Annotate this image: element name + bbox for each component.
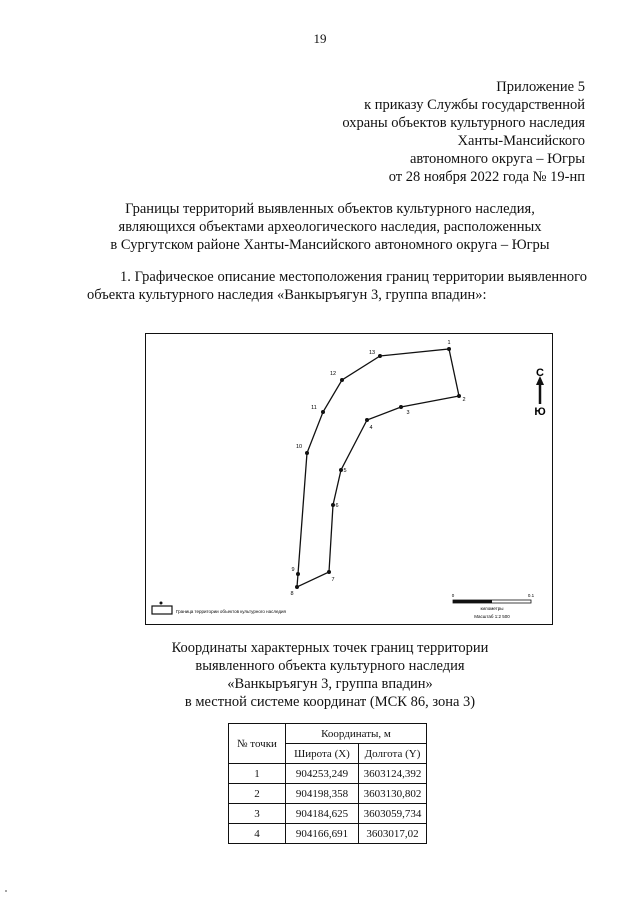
boundary-point-8 — [295, 585, 299, 589]
appendix-line: Ханты-Мансийского — [457, 133, 585, 149]
appendix-line: охраны объектов культурного наследия — [342, 115, 585, 131]
boundary-point-label: 4 — [369, 425, 373, 431]
scale-ratio-label: Масштаб 1:2 500 — [474, 614, 510, 619]
boundary-point-label: 3 — [406, 410, 410, 416]
boundary-point-9 — [296, 572, 300, 576]
coords-title-line: «Ванкыръягун 3, группа впадин» — [227, 676, 433, 692]
table-row — [229, 804, 427, 824]
north-label: С — [536, 367, 544, 379]
boundary-point-7 — [327, 570, 331, 574]
boundary-point-label: 5 — [343, 468, 347, 474]
boundary-point-3 — [399, 405, 403, 409]
heading-line: в Сургутском районе Ханты-Мансийского автономного округа – Югры — [110, 237, 550, 253]
cell-lon: 3603130,802 — [359, 784, 427, 804]
table-row — [229, 784, 427, 804]
coords-title-line: выявленного объекта культурного наследия — [195, 658, 465, 674]
boundary-point-label: 6 — [335, 503, 339, 509]
boundary-point-label: 10 — [295, 444, 303, 450]
legend-text: Граница территории объектов культурного наследия — [176, 609, 286, 614]
legend-swatch — [152, 606, 172, 614]
boundary-point-label: 12 — [329, 371, 337, 377]
appendix-line: к приказу Службы государственной — [364, 97, 585, 113]
boundary-point-label: 9 — [291, 567, 295, 573]
coordinates-title — [60, 639, 600, 711]
north-arrow-icon — [534, 367, 545, 418]
coordinates-table — [228, 723, 427, 844]
boundary-point-13 — [378, 354, 382, 358]
boundary-point-label: 1 — [447, 340, 451, 346]
boundary-point-6 — [331, 503, 335, 507]
boundary-point-label: 7 — [331, 577, 335, 583]
cell-lat: 904166,691 — [286, 824, 359, 844]
page-number: 19 — [313, 31, 327, 46]
boundary-point-label: 11 — [311, 405, 317, 411]
cell-lat: 904253,249 — [286, 764, 359, 784]
scale-start-label: 0 — [451, 593, 455, 598]
appendix-line: от 28 ноября 2022 года № 19-нп — [388, 169, 585, 185]
cell-point: 2 — [229, 784, 286, 804]
map-legend — [152, 602, 287, 615]
table-row — [229, 764, 427, 784]
scan-artifact — [5, 890, 7, 892]
col-header-coords: Координаты, м — [286, 724, 427, 744]
cell-lon: 3603017,02 — [359, 824, 427, 844]
heading-line: Границы территорий выявленных объектов культурного наследия, — [125, 201, 535, 217]
scale-end-label: 0.1 — [527, 593, 535, 598]
cell-point: 1 — [229, 764, 286, 784]
south-label: Ю — [534, 406, 546, 418]
section-1-text: 1. Графическое описание местоположения границ территории выявленного объекта культурного наследия «Ванкыръягун 3, группа впадин»: — [87, 269, 587, 303]
boundary-point-11 — [321, 410, 325, 414]
boundary-point-5 — [339, 468, 343, 472]
cell-lon: 3603059,734 — [359, 804, 427, 824]
cell-lat: 904198,358 — [286, 784, 359, 804]
boundary-points — [290, 340, 465, 597]
cell-lon: 3603124,392 — [359, 764, 427, 784]
coords-title-line: в местной системе координат (МСК 86, зона 3) — [184, 694, 476, 710]
cell-lat: 904184,625 — [286, 804, 359, 824]
coords-title-line: Координаты характерных точек границ территории — [171, 640, 489, 656]
col-header-point: № точки — [229, 724, 286, 764]
scale-bar — [452, 593, 535, 619]
boundary-point-label: 13 — [368, 350, 376, 356]
boundary-point-1 — [447, 347, 451, 351]
heading-line: являющихся объектами археологического наследия, расположенных — [118, 219, 542, 235]
boundary-point-12 — [340, 378, 344, 382]
appendix-line: Приложение 5 — [496, 79, 585, 95]
table-row — [229, 824, 427, 844]
cell-point: 3 — [229, 804, 286, 824]
cell-point: 4 — [229, 824, 286, 844]
appendix-line: автономного округа – Югры — [409, 151, 585, 167]
scale-unit-label: километры — [480, 606, 504, 611]
boundary-polygon — [297, 349, 459, 587]
boundary-point-4 — [365, 418, 369, 422]
boundary-point-2 — [457, 394, 461, 398]
boundary-point-10 — [305, 451, 309, 455]
col-header-lat: Широта (X) — [286, 744, 359, 764]
boundary-point-label: 8 — [290, 591, 294, 597]
col-header-lon: Долгота (Y) — [359, 744, 427, 764]
boundary-point-label: 2 — [462, 397, 466, 403]
